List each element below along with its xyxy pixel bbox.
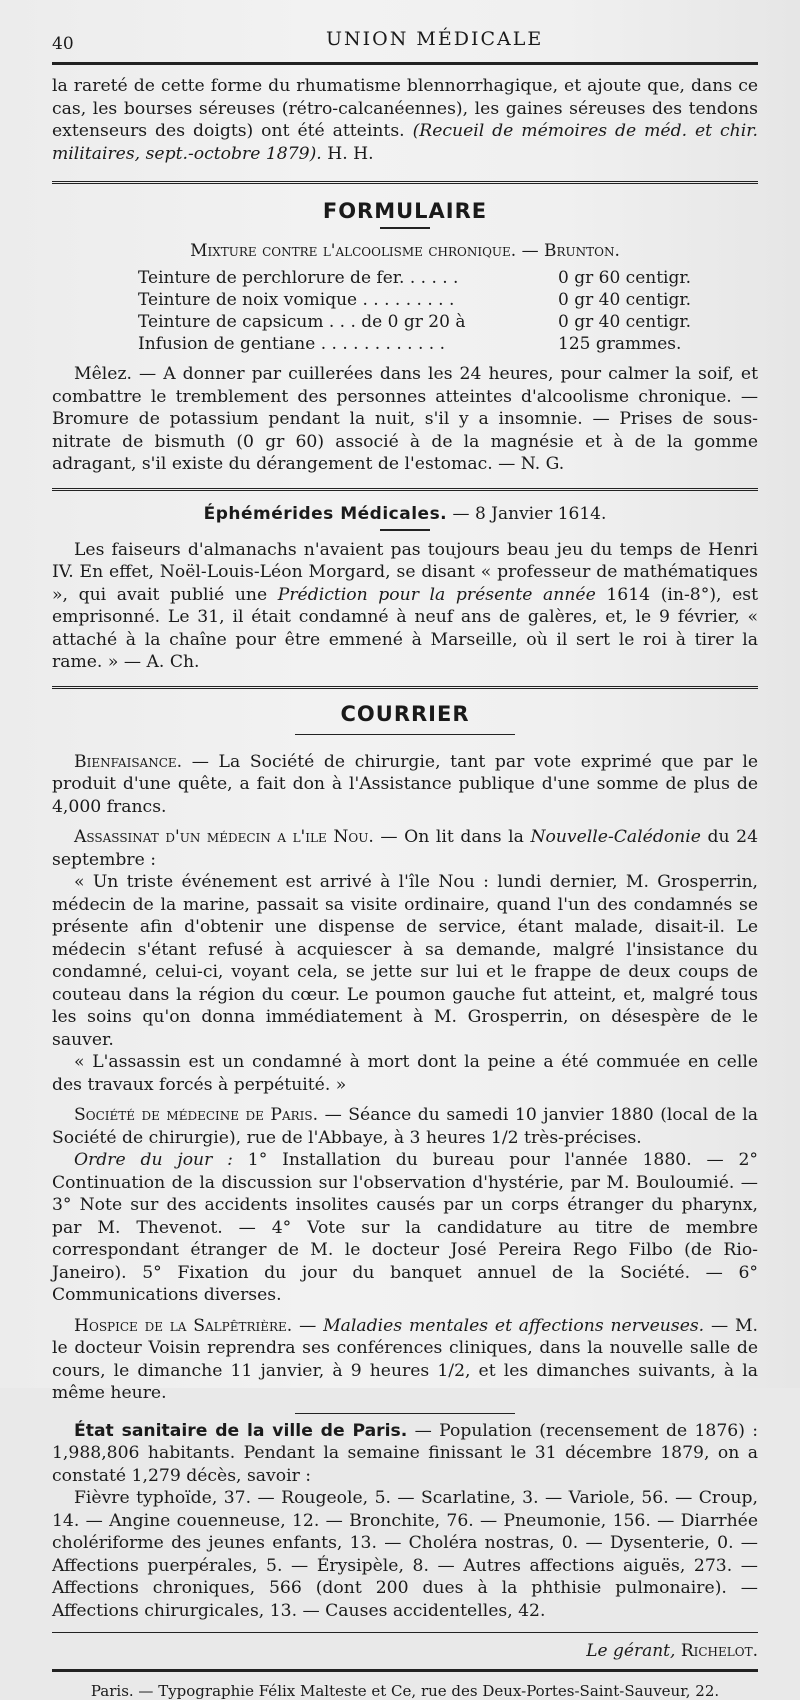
- ingredient-name: Teinture de noix vomique . . . . . . . . .: [138, 290, 455, 310]
- etat-sanitaire-title: État sanitaire de la ville de Paris.: [74, 1420, 408, 1441]
- intro-text: la rareté de cette forme du rhumatisme blennorrhagique, et ajoute que, dans ce cas, les bourses séreuses (rétro-calcanéennes), les gaines séreuses des tendons extenseurs des doigts) ont été atteints.: [52, 76, 758, 141]
- gerant-label: Le gérant,: [586, 1641, 676, 1661]
- gerant-name: Richelot.: [680, 1641, 758, 1661]
- hospice-paragraph: [52, 1315, 758, 1405]
- ordre-text: 1° Installation du bureau pour l'année 1880. — 2° Continuation de la discussion sur l'observation d'hystérie, par M. Bouloumié. — 3° Note sur des accidents insolites causés par un corps étranger du pharynx, par M. Thevenot. — 4° Vote sur la candidature au titre de membre correspondant étranger de M. le docteur José Pereira Rego Filbo (de Rio-Janeiro). 5° Fixation du jour du banquet annuel de la Société. — 6° Communications diverses.: [52, 1150, 758, 1305]
- page-header: [52, 22, 758, 52]
- ingredient-row: [138, 311, 708, 333]
- etat-sanitaire-intro-text: — Population (recensement de 1876) : 1,988,806 habitants. Pendant la semaine finissant le 31 décembre 1879, on a constaté 1,279 décès, savoir :: [52, 1420, 759, 1486]
- bienfaisance-head: Bienfaisance.: [74, 751, 183, 772]
- section-divider: [52, 181, 758, 187]
- intro-signature: H. H.: [327, 143, 374, 164]
- ephemerides-text-b: 1614 (in-8°), est emprisonné. Le 31, il était condamné à neuf ans de galères, et, le 9 février, « attaché à la chaîne pour être emmené à Marseille, où il sert le roi à tirer la rame. » — A. Ch.: [52, 584, 758, 672]
- title-underline: [380, 227, 430, 229]
- running-title: UNION MÉDICALE: [326, 28, 544, 50]
- etat-sanitaire-section: [52, 1420, 758, 1623]
- assassinat-quote: « Un triste événement est arrivé à l'île Nou : lundi dernier, M. Grosperrin, médecin de la marine, passait sa visite ordinaire, quand l'un des condamnés se présente afin d'obtenir une dispense de service, étant malade, disait-il. Le médecin s'étant refusé à acquiescer à sa demande, malgré l'insistance du condamné, celui-ci, voyant cela, se jette sur lui et le frappe de deux coups de couteau dans la région du cœur. Le poumon gauche fut atteint, et, malgré tous les soins qu'on donna immédiatement à M. Grosperrin, on désespère de le sauver.: [52, 872, 758, 1050]
- footer-rule: [52, 1632, 758, 1633]
- formulaire-subtitle: Mixture contre l'alcoolisme chronique. — Brunton.: [190, 241, 620, 261]
- etat-sanitaire-details: Fièvre typhoïde, 37. — Rougeole, 5. — Scarlatine, 3. — Variole, 56. — Croup, 14. — Angine couenneuse, 12. — Bronchite, 76. — Pneumonie, 156. — Diarrhée cholériforme des jeunes enfants, 13. — Choléra nostras, 0. — Dysenterie, 0. — Affections puerpérales, 5. — Érysipèle, 8. — Autres affections aiguës, 273. — Affections chroniques, 566 (dont 200 dues à la phthisie pulmonaire). — Affections chirurgicales, 13. — Causes accidentelles, 42.: [52, 1488, 758, 1621]
- bienfaisance-paragraph: [52, 751, 758, 819]
- hospice-head: Hospice de la Salpêtrière.: [74, 1315, 293, 1336]
- header-rule: [52, 62, 758, 65]
- ephemerides-italic: Prédiction pour la présente année: [277, 584, 596, 605]
- ephemerides-section: [52, 504, 758, 674]
- ingredient-dose: 0 gr 60 centigr.: [558, 268, 692, 288]
- ephemerides-heading: [52, 504, 758, 524]
- societe-paragraph: [52, 1104, 758, 1149]
- ephemerides-text: [52, 539, 758, 674]
- title-underline: [380, 529, 430, 531]
- ingredient-name: Teinture de capsicum . . . de 0 gr 20 à: [138, 312, 466, 332]
- ingredient-dose: 0 gr 40 centigr.: [558, 290, 692, 310]
- printer-imprint: Paris. — Typographie Félix Malteste et Ce, rue des Deux-Portes-Saint-Sauveur, 22.: [90, 1682, 720, 1700]
- ingredient-list: [138, 267, 708, 355]
- hospice-italic: — Maladies mentales et affections nerveuses.: [299, 1315, 705, 1336]
- ingredient-row: [138, 289, 708, 311]
- formulaire-instructions: Mêlez. — A donner par cuillerées dans les 24 heures, pour calmer la soif, et combattre le tremblement des personnes atteintes d'alcoolisme chronique. — Bromure de potassium pendant la nuit, s'il y a insomnie. — Prises de sous-nitrate de bismuth (0 gr 60) associé à de la magnésie et à de la gomme adragant, s'il existe du dérangement de l'estomac. — N. G.: [52, 364, 758, 474]
- formulaire-title: FORMULAIRE: [322, 199, 488, 223]
- section-divider: [52, 488, 758, 494]
- section-divider: [295, 1413, 515, 1414]
- assassinat-text-b: du 24 septembre :: [52, 827, 759, 870]
- formulaire-section: [52, 199, 758, 476]
- intro-paragraph: [52, 75, 758, 165]
- title-underline: [295, 734, 515, 735]
- section-divider: [52, 686, 758, 692]
- societe-head: Société de médecine de Paris.: [74, 1105, 319, 1125]
- ordre-paragraph: [52, 1149, 758, 1307]
- ordre-head: Ordre du jour :: [74, 1150, 233, 1170]
- intro-citation: (Recueil de mémoires de méd. et chir. militaires, sept.-octobre 1879).: [52, 121, 758, 164]
- societe-text: — Séance du samedi 10 janvier 1880 (local de la Société de chirurgie), rue de l'Abbaye, à 3 heures 1/2 très-précises.: [52, 1105, 759, 1148]
- courrier-section: [52, 702, 758, 1405]
- ephemerides-text-a: Les faiseurs d'almanachs n'avaient pas toujours beau jeu du temps de Henri IV. En effet, Noël-Louis-Léon Morgard, se disant « professeur de mathématiques », qui avait publié une: [52, 539, 758, 605]
- assassinat-text-a: — On lit dans la: [380, 827, 524, 847]
- assassinat-quote-end: « L'assassin est un condamné à mort dont la peine a été commuée en celle des travaux forcés à perpétuité. »: [52, 1052, 758, 1095]
- ingredient-name: Teinture de perchlorure de fer. . . . . .: [138, 268, 459, 288]
- ingredient-row: [138, 333, 708, 355]
- assassinat-source: Nouvelle-Calédonie: [530, 827, 701, 847]
- ingredient-dose: 125 grammes.: [558, 334, 682, 354]
- ingredient-name: Infusion de gentiane . . . . . . . . . . . .: [138, 334, 445, 354]
- page-number: 40: [52, 34, 74, 54]
- footer-rule-bottom: [52, 1669, 758, 1672]
- assassinat-paragraph: [52, 826, 758, 871]
- gerant-line: [52, 1641, 758, 1661]
- courrier-title: COURRIER: [340, 701, 470, 726]
- ingredient-row: [138, 267, 708, 289]
- bienfaisance-text: — La Société de chirurgie, tant par vote exprimé que par le produit d'une quête, a fait don à l'Assistance publique d'une somme de plus de 4,000 francs.: [52, 751, 758, 817]
- ingredient-dose: 0 gr 40 centigr.: [558, 312, 692, 332]
- ephemerides-date: — 8 Janvier 1614.: [452, 503, 607, 524]
- assassinat-head: Assassinat d'un médecin a l'ile Nou.: [74, 827, 374, 847]
- etat-sanitaire-intro: [52, 1420, 758, 1488]
- hospice-text: — M. le docteur Voisin reprendra ses conférences cliniques, dans la nouvelle salle de cours, le dimanche 11 janvier, à 9 heures 1/2, et les dimanches suivants, à la même heure.: [52, 1315, 759, 1403]
- ephemerides-title: Éphémérides Médicales.: [203, 503, 448, 524]
